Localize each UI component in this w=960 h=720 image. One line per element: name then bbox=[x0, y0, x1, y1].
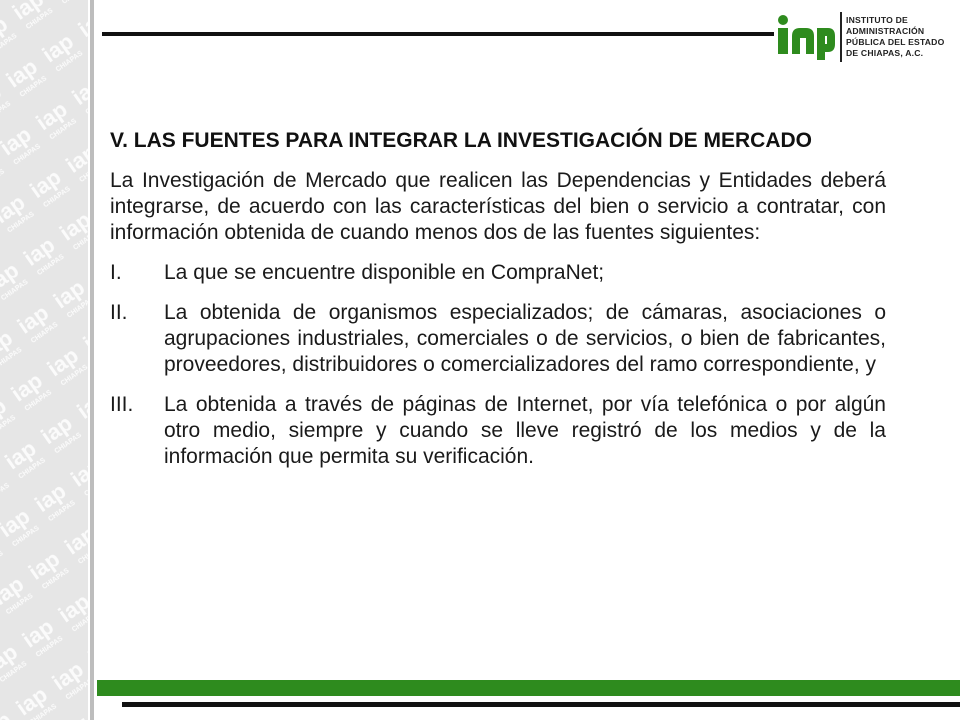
bottom-black-rule bbox=[122, 702, 960, 707]
logo-org-line: INSTITUTO DE bbox=[846, 15, 908, 25]
top-divider-line bbox=[102, 32, 774, 36]
list-item bbox=[110, 260, 886, 286]
sources-list bbox=[110, 260, 886, 470]
list-item-marker: II. bbox=[110, 301, 128, 324]
list-item-marker: III. bbox=[110, 393, 134, 416]
side-watermark-strip bbox=[0, 0, 88, 720]
list-item bbox=[110, 392, 886, 470]
iap-logo-mark bbox=[776, 12, 836, 60]
list-item-text: La obtenida de organismos especializados; de cámaras, asociaciones o agrupaciones industriales, comerciales o de servicios, o bien de fabricantes, proveedores, distribuidores o comercializadores del ramo correspondiente, y bbox=[164, 301, 886, 376]
slide-heading: V. LAS FUENTES PARA INTEGRAR LA INVESTIGACIÓN DE MERCADO bbox=[110, 129, 812, 152]
iap-logo bbox=[776, 6, 956, 68]
side-strip-divider bbox=[90, 0, 94, 720]
watermark-pattern bbox=[0, 0, 88, 720]
bottom-green-bar bbox=[97, 680, 960, 696]
slide-content bbox=[110, 128, 886, 484]
list-item-text: La que se encuentre disponible en CompraNet; bbox=[164, 261, 605, 284]
list-item-marker: I. bbox=[110, 261, 122, 284]
intro-paragraph: La Investigación de Mercado que realicen las Dependencias y Entidades deberá integrarse, de acuerdo con las características del bien o servicio a contratar, con información obtenida de cuando menos dos de las fuentes siguientes: bbox=[110, 169, 886, 244]
list-item-text: La obtenida a través de páginas de Internet, por vía telefónica o por algún otro medio, siempre y cuando se lleve registró de los medios y de la información que permita su verificación. bbox=[164, 393, 886, 468]
list-item bbox=[110, 300, 886, 378]
logo-org-line: DE CHIAPAS, A.C. bbox=[846, 48, 924, 58]
logo-divider bbox=[840, 12, 842, 62]
logo-org-line: ADMINISTRACIÓN bbox=[846, 26, 925, 36]
logo-org-line: PÚBLICA DEL ESTADO bbox=[846, 37, 945, 47]
logo-org-name bbox=[846, 15, 958, 59]
